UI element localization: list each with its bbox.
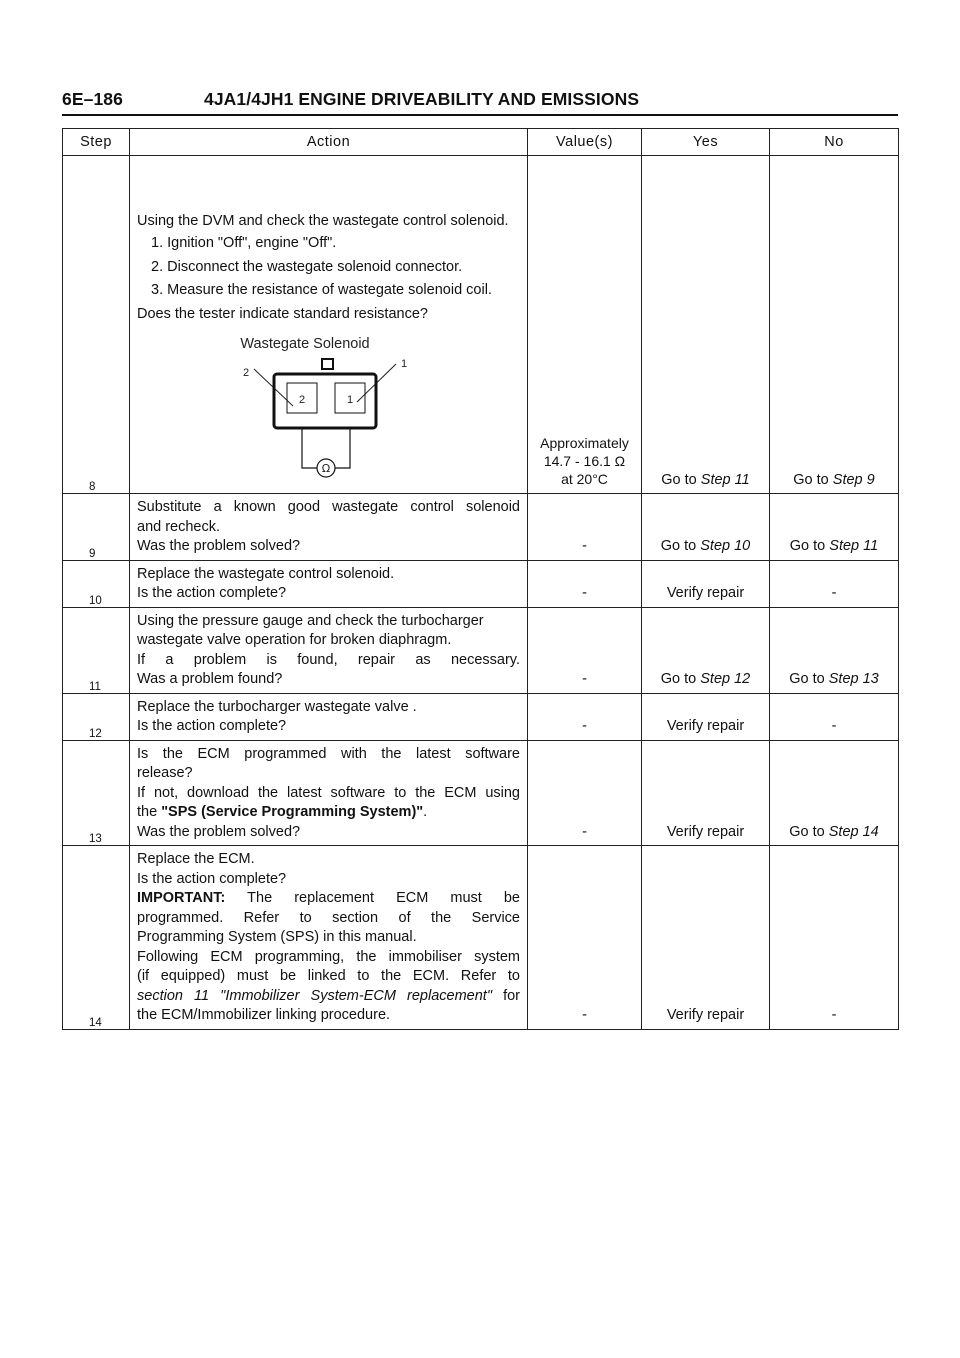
column-header-no: No: [770, 129, 899, 156]
yes-prefix: Go to: [660, 538, 701, 554]
table-row: [63, 740, 899, 846]
yes-target: Step 11: [700, 471, 750, 488]
action-line: Is the action complete?: [137, 585, 287, 601]
value-cell: -: [528, 693, 642, 740]
action-cell: [130, 607, 528, 693]
table-row: [63, 846, 899, 1030]
action-line: Following ECM programming, the immobiliser system: [137, 948, 520, 965]
column-header-yes: Yes: [642, 129, 770, 156]
action-line: the ECM/Immobilizer linking procedure.: [137, 1007, 391, 1023]
action-line: Is the action complete?: [137, 870, 287, 887]
connector-body: [274, 374, 376, 428]
step-number: 9: [63, 494, 130, 561]
page-number: 6E–186: [62, 89, 123, 109]
page-title: 4JA1/4JH1 ENGINE DRIVEABILITY AND EMISSIONS: [204, 89, 640, 109]
yes-prefix: Go to: [661, 471, 701, 488]
action-line: Is the ECM programmed with the latest software: [137, 745, 520, 762]
value-line: at 20°C: [561, 470, 608, 487]
value-line: 14.7 - 16.1 Ω: [543, 452, 626, 469]
action-line: Was the problem solved?: [137, 823, 301, 840]
column-header-step: Step: [63, 129, 130, 156]
action-line: release?: [137, 765, 193, 781]
yes-target: Step 12: [700, 671, 751, 687]
action-line: If a problem is found, repair as necessary.: [137, 651, 520, 668]
table-row: [63, 693, 899, 740]
yes-cell: Verify repair: [642, 740, 770, 846]
action-line: Substitute a known good wastegate control solenoid: [137, 499, 520, 515]
action-cell: [130, 846, 528, 1030]
action-cell: [130, 693, 528, 740]
action-line: [137, 987, 520, 1007]
action-line: Programming System (SPS) in this manual.: [137, 929, 417, 945]
value-cell: -: [528, 560, 642, 607]
text-fragment: .: [423, 804, 428, 820]
table-row: [63, 494, 899, 561]
no-prefix: Go to: [789, 538, 830, 554]
action-line: Is the action complete?: [137, 718, 287, 734]
value-cell: -: [528, 494, 642, 561]
terminal-right-label: 1: [346, 394, 354, 406]
substep-list: [137, 234, 520, 301]
table-header-row: [63, 129, 899, 156]
action-intro: Using the DVM and check the wastegate control solenoid.: [137, 212, 509, 229]
no-prefix: Go to: [789, 671, 829, 687]
action-line: wastegate valve operation for broken diaphragm.: [137, 632, 452, 648]
step-number: 10: [63, 560, 130, 607]
no-cell: -: [770, 560, 899, 607]
important-label: IMPORTANT:: [137, 890, 226, 906]
action-line: [137, 803, 520, 823]
action-line: Replace the turbocharger wastegate valve .: [137, 698, 417, 715]
yes-target: Step 10: [700, 538, 751, 554]
value-cell: -: [528, 846, 642, 1030]
action-line: Replace the ECM.: [137, 851, 255, 867]
action-cell: [130, 156, 528, 494]
column-header-action: Action: [130, 129, 528, 156]
pin-label-left: 2: [243, 367, 250, 379]
text-fragment: The replacement ECM must be: [225, 890, 520, 906]
text-fragment: the: [137, 804, 162, 820]
diagnostic-table: [62, 128, 899, 1030]
step-number: 14: [63, 846, 130, 1030]
action-line: Was the problem solved?: [137, 538, 301, 554]
action-line: Using the pressure gauge and check the turbocharger: [137, 612, 484, 629]
action-line: (if equipped) must be linked to the ECM. Refer to: [137, 968, 520, 984]
no-prefix: Go to: [789, 823, 829, 840]
no-cell: -: [770, 693, 899, 740]
step-number: 12: [63, 693, 130, 740]
terminal-left-label: 2: [298, 394, 306, 406]
meter-wire-left: [302, 429, 317, 468]
yes-cell: [642, 156, 770, 494]
table-row: [63, 560, 899, 607]
no-cell: [770, 494, 899, 561]
pin-label-right: 1: [401, 358, 408, 370]
yes-cell: Verify repair: [642, 560, 770, 607]
action-line: [137, 889, 520, 909]
yes-cell: [642, 607, 770, 693]
value-text: [540, 434, 629, 490]
table-row: [63, 607, 899, 693]
step-number: 13: [63, 740, 130, 846]
table-row: [63, 156, 899, 494]
action-line: Was a problem found?: [137, 671, 283, 687]
no-prefix: Go to: [793, 471, 833, 488]
no-target: Step 11: [829, 538, 879, 554]
action-cell: [130, 560, 528, 607]
action-question: Does the tester indicate standard resistance?: [137, 305, 428, 322]
no-cell: -: [770, 846, 899, 1030]
sps-reference: "SPS (Service Programming System)": [161, 804, 424, 820]
text-fragment: for: [491, 987, 520, 1004]
list-item: 2. Disconnect the wastegate solenoid connector.: [151, 258, 463, 275]
no-target: Step 13: [828, 671, 879, 687]
no-cell: [770, 607, 899, 693]
connector-latch: [322, 359, 333, 369]
page-header: [62, 88, 898, 116]
step-number: 11: [63, 607, 130, 693]
ohm-symbol: Ω: [321, 462, 331, 475]
action-line: and recheck.: [137, 518, 221, 535]
action-line: programmed. Refer to section of the Service: [137, 909, 520, 926]
no-cell: [770, 740, 899, 846]
no-target: Step 14: [828, 823, 879, 840]
action-cell: [130, 740, 528, 846]
list-item: 1. Ignition "Off", engine "Off".: [151, 235, 337, 251]
value-cell: -: [528, 607, 642, 693]
step-number: 8: [63, 156, 130, 494]
action-line: Replace the wastegate control solenoid.: [137, 565, 395, 582]
no-target: Step 9: [832, 471, 875, 488]
value-line: Approximately: [540, 434, 629, 451]
yes-cell: Verify repair: [642, 846, 770, 1030]
list-item: 3. Measure the resistance of wastegate solenoid coil.: [151, 282, 492, 298]
immobilizer-reference: section 11 "Immobilizer System-ECM replacement": [137, 987, 492, 1004]
yes-prefix: Go to: [660, 671, 701, 687]
action-line: If not, download the latest software to the ECM using: [137, 784, 520, 801]
diagram-title: Wastegate Solenoid: [240, 336, 370, 352]
meter-wire-right: [335, 429, 350, 468]
yes-cell: Verify repair: [642, 693, 770, 740]
yes-cell: [642, 494, 770, 561]
value-cell: [528, 156, 642, 494]
value-cell: -: [528, 740, 642, 846]
action-cell: [130, 494, 528, 561]
wastegate-solenoid-diagram: [137, 330, 521, 490]
no-cell: [770, 156, 899, 494]
column-header-values: Value(s): [528, 129, 642, 156]
